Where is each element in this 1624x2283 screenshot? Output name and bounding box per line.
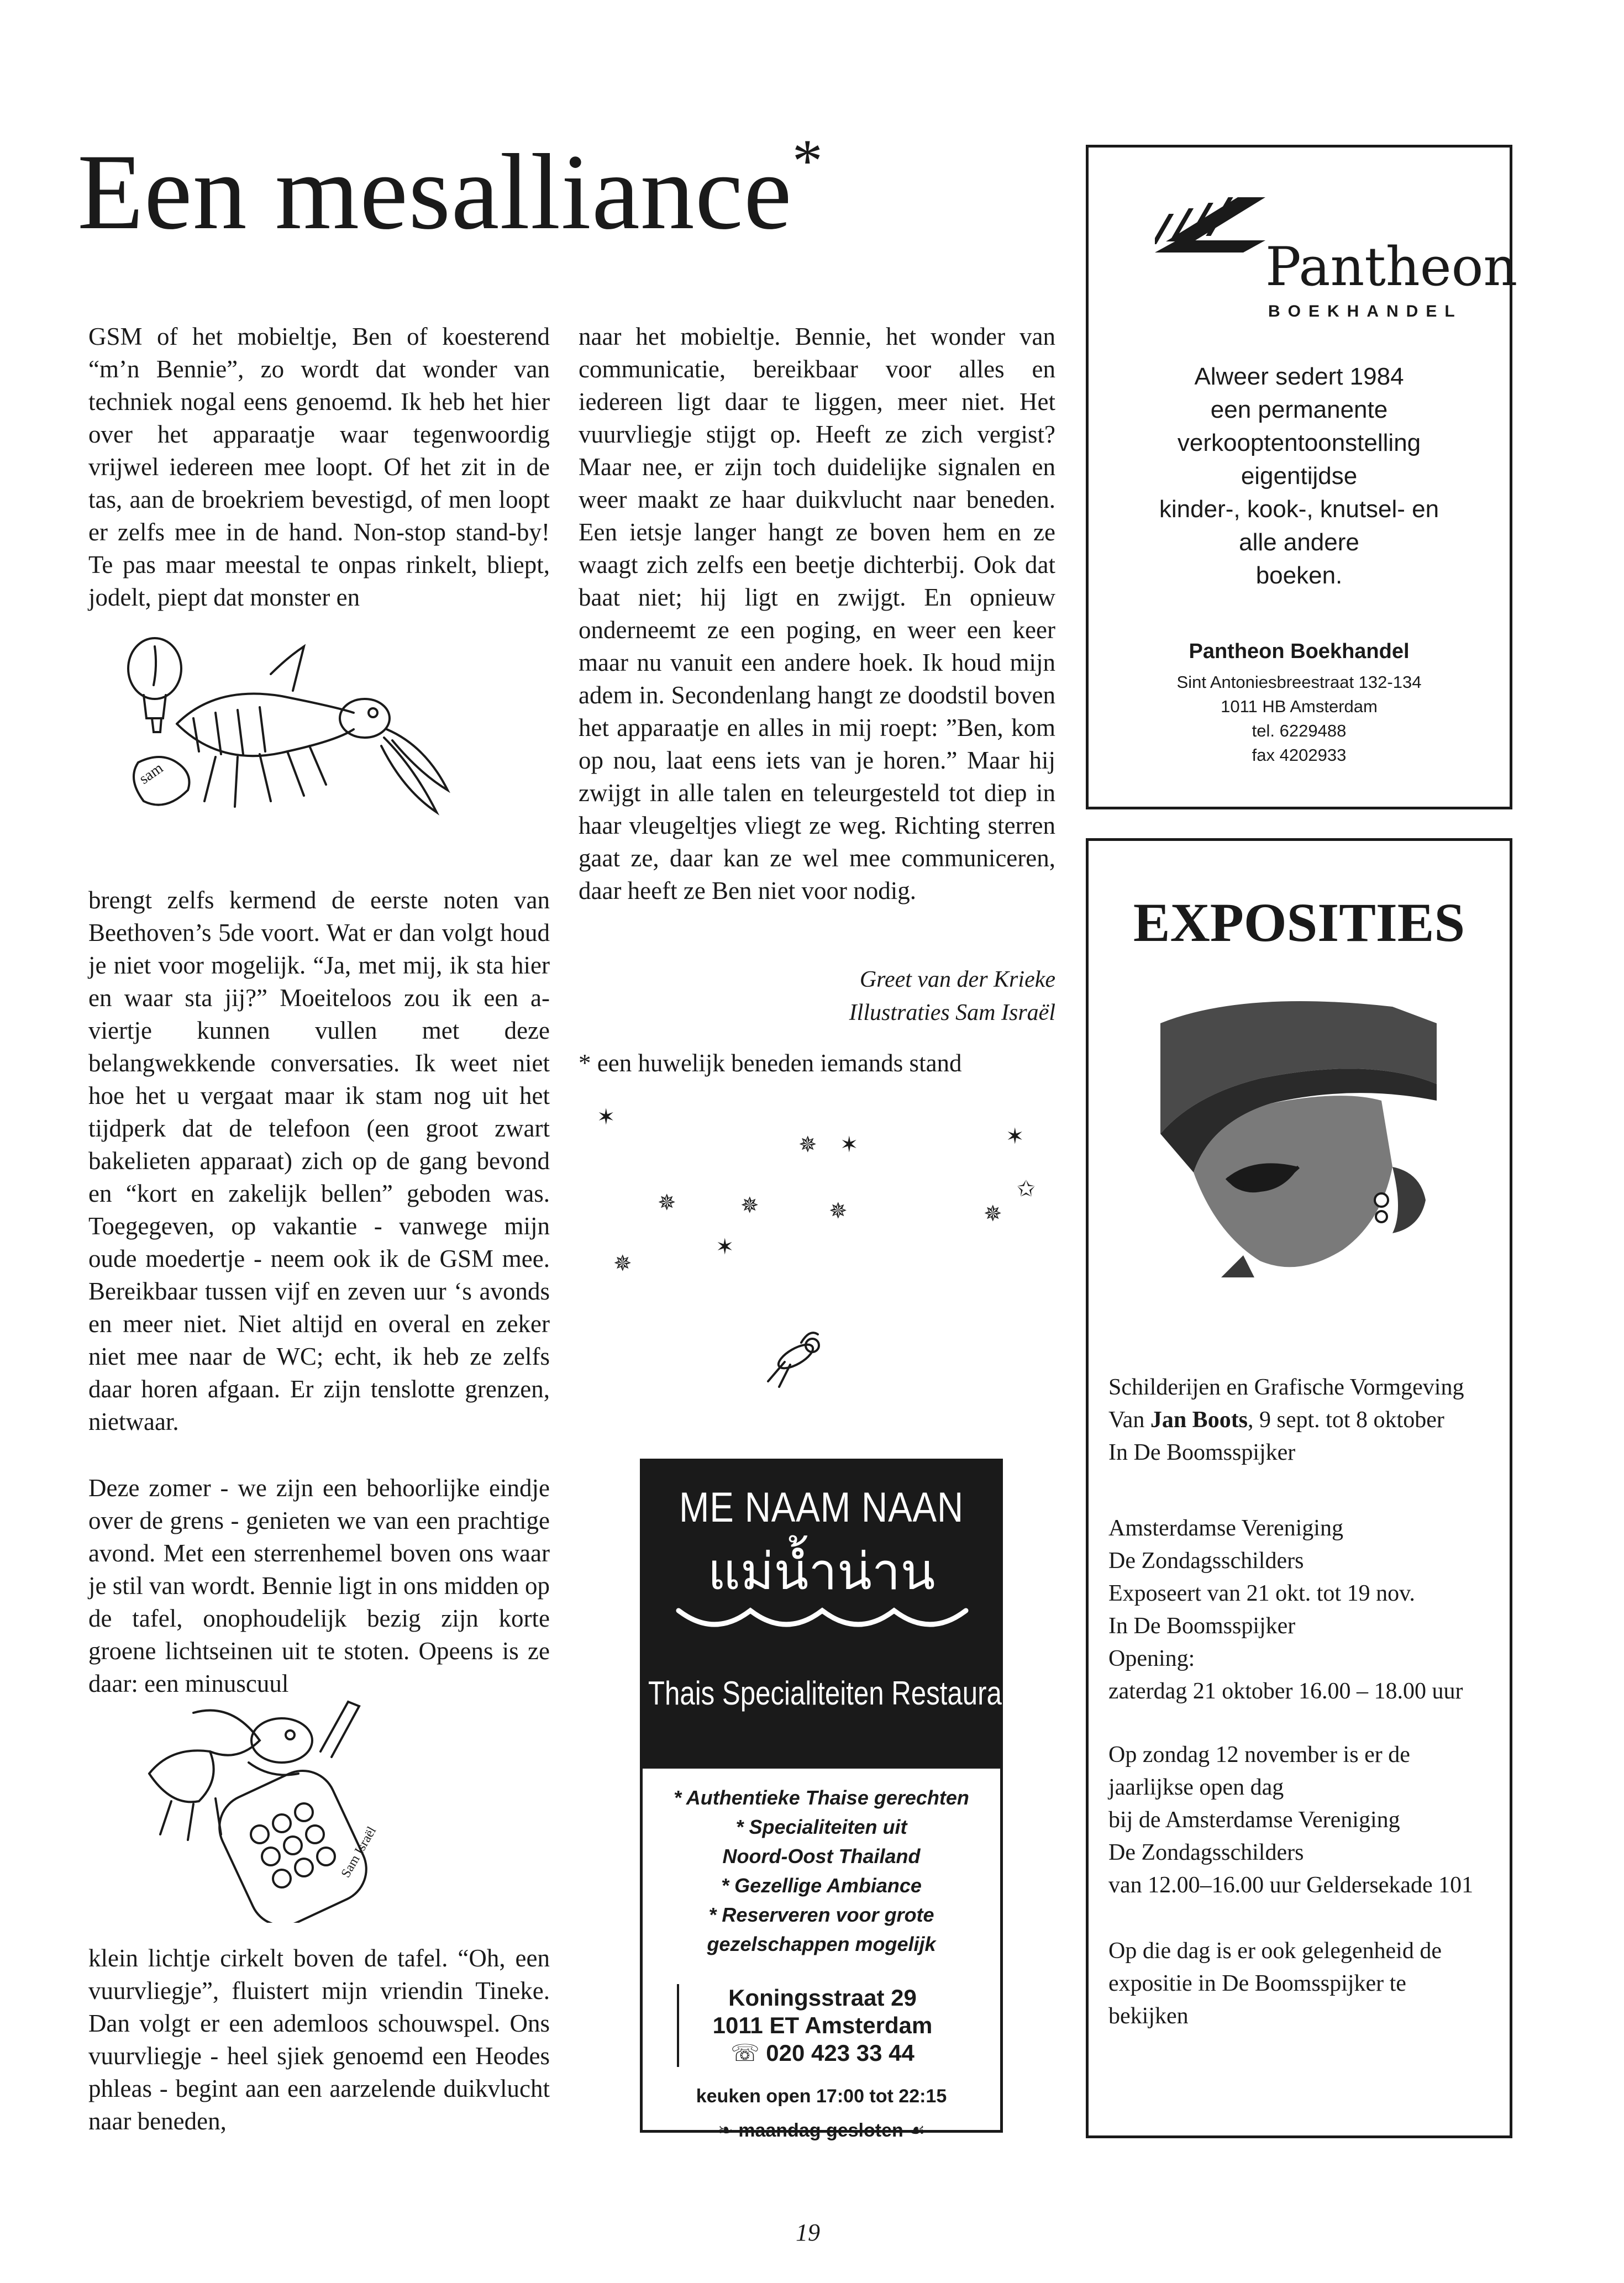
exposities-heading: EXPOSITIES — [1133, 892, 1465, 953]
restaurant-header — [643, 1461, 1024, 1769]
restaurant-subtitle: Thais Specialiteiten Restaurant — [648, 1675, 1024, 1712]
article-title: Een mesalliance* — [77, 127, 823, 252]
restaurant-name: ME NAAM NAAN — [679, 1484, 964, 1531]
article-col1-para1: GSM of het mobieltje, Ben of koesterend “m’n Bennie”, zo wordt dat wonder van techniek nogal eens genoemd. Ik heb het hier over het apparaatje waar tegenwoordig vrijwel iedereen mee loopt. Of het zit in de tas, aan de broekriem bevestigd, of men loopt er zelfs mee in de hand. Non-stop stand-by! Te pas maar meestal te onpas rinkelt, bliept, jodelt, piept dat monster en — [88, 323, 550, 611]
page-number: 19 — [796, 2219, 820, 2246]
exposities-block2: Amsterdamse Vereniging De Zondagsschilders Exposeert van 21 okt. tot 19 nov. In De Boomsspijker Opening: zaterdag 21 oktober 16.00 – 18.00 uur — [1108, 1516, 1463, 1704]
star-icon: ✶ — [597, 1104, 616, 1130]
star-icon: ✶ — [840, 1132, 859, 1158]
article-illustrator: Illustraties Sam Israël — [849, 1000, 1055, 1025]
restaurant-address: Koningsstraat 29 1011 ET Amsterdam ☏ 020 423 33 44 — [677, 1984, 966, 2067]
star-icon: ✵ — [984, 1201, 1002, 1227]
exposities-block1: Schilderijen en Grafische Vormgeving Van Jan Boots, 9 sept. tot 8 oktober In De Boomsspijker — [1108, 1375, 1464, 1465]
article-author: Greet van der Krieke — [859, 967, 1055, 992]
phone-icon: ☏ — [730, 2040, 766, 2066]
restaurant-closed: ❧ maandag gesloten ☙ — [717, 2120, 926, 2141]
star-icon: ✵ — [658, 1190, 676, 1216]
star-icon: ✵ — [829, 1198, 848, 1224]
pantheon-brand-sub: BOEKHANDEL — [1268, 302, 1463, 320]
artist-name: Jan Boots — [1150, 1407, 1248, 1433]
article-col1-para4: klein lichtje cirkelt boven de tafel. “Oh, een vuurvliegje”, fluistert mijn vriendin Tineke. Dan volgt er een ademloos schouwspel. Ons vuurvliegje - heel sjiek genoemd een Heodes phleas - begint aan een aarzelende duikvlucht naar beneden, — [88, 1944, 550, 2135]
pantheon-tagline: Alweer sedert 1984 een permanente verkooptentoonstelling eigentijdse kinder-, kook-, knutsel- en alle andere boeken. — [1159, 363, 1439, 589]
title-asterisk: * — [792, 127, 823, 194]
article-col1-para3: Deze zomer - we zijn een behoorlijke eindje over de grens - genieten we van een prachtige avond. Met een sterrenhemel boven ons waar je stil van wordt. Bennie ligt in ons midden op de tafel, onophoudelijk bezig zijn korte groene lichtseinen uit te stoten. Opeens is ze daar: een minuscuul — [88, 1474, 550, 1697]
stars-illustration — [586, 1100, 1055, 1282]
article-col1-para2: brengt zelfs kermend de eerste noten van Beethoven’s 5de voort. Wat er dan volgt houd je niet voor mogelijk. “Ja, met mij, ik sta hier en waar sta jij?” Moeiteloos zou ik een a-viertje kunnen vullen met deze belangwekkende conversaties. Ik weet niet hoe het u vergaat maar ik stam nog uit het tijdperk dat de telefoon (een groot zwart bakelieten apparaat) zich op de gang bevond en “kort en zakelijk bellen” geboden was. Toegegeven, op vakantie - vanwege mijn oude moedertje - neem ook ik de GSM mee. Bereikbaar tussen vijf en zeven uur ‘s avonds en meer niet. Niet altijd en overal en zeker niet mee naar de WC; echt, ik heb ze zelfs daar horen afgaan. Er zijn tenslotte grenzen, nietwaar. — [88, 886, 550, 1435]
pantheon-logo-icon — [1155, 181, 1271, 264]
exposities-box — [1086, 838, 1512, 2138]
lobster-lightbulb-illustration — [105, 635, 470, 845]
star-icon: ✶ — [716, 1234, 734, 1260]
exposities-block3: Op zondag 12 november is er de jaarlijkse open dag bij de Amsterdamse Vereniging De Zondagsschilders van 12.00–16.00 uur Geldersekade 101 — [1108, 1742, 1474, 1898]
firefly-illustration — [757, 1323, 829, 1395]
fly-on-phone-illustration — [138, 1691, 448, 1923]
restaurant-hours: keuken open 17:00 tot 22:15 — [696, 2086, 947, 2107]
pantheon-ad — [1086, 145, 1518, 809]
star-icon: ✵ — [798, 1132, 817, 1158]
illustration-signature: sam — [136, 759, 166, 788]
star-icon: ✵ — [740, 1193, 759, 1218]
illustration-signature-2: Sam Israël — [338, 1824, 380, 1880]
star-icon: ✶ — [1006, 1124, 1024, 1149]
star-icon: ✵ — [613, 1251, 632, 1276]
waves-icon — [676, 1600, 969, 1638]
pantheon-brand: Pantheon — [1265, 236, 1518, 298]
star-icon: ✩ — [1017, 1176, 1036, 1202]
restaurant-features: * Authentieke Thaise gerechten * Specialiteiten uit Noord-Oost Thailand * Gezellige Ambiance * Reserveren voor grote gezelschappen mogelijk — [674, 1786, 969, 1955]
restaurant-ad — [640, 1459, 1024, 2141]
restaurant-thai-name: แม่น้ำน่าน — [707, 1542, 935, 1601]
pantheon-contact: Pantheon Boekhandel Sint Antoniesbreestraat 132-134 1011 HB Amsterdam tel. 6229488 fax 4202933 — [1176, 640, 1422, 765]
exposities-block4: Op die dag is er ook gelegenheid de expositie in De Boomsspijker te bekijken — [1108, 1938, 1442, 2029]
ornament-left-icon: ❧ — [717, 2120, 739, 2141]
article-footnote: * een huwelijk beneden iemands stand — [579, 1049, 962, 1077]
article-col2-para1: naar het mobieltje. Bennie, het wonder van communicatie, bereikbaar voor alles en iedereen ligt daar te liggen, meer niet. Het vuurvliegje stijgt op. Heeft ze zich vergist? Maar nee, er zijn toch duidelijke signalen en weer maakt ze haar duikvlucht naar beneden. Een ietsje langer hangt ze boven hem en ze waagt zich zelfs een beetje dichterbij. Ook dat baat niet; hij ligt en zwijgt. En opnieuw onderneemt ze een poging, en weer een keer maar nu vanuit een andere hoek. Ik houd mijn adem in. Secondenlang hangt ze doodstil boven het apparaatje en alles in mij roept: ”Ben, kom op nou, laat eens iets van je horen.” Maar hij zwijgt in alle talen en teleurgesteld tot diep in haar vleugeltjes vliegt ze weg. Richting sterren gaat ze, daar kan ze wel mee communiceren, daar heeft ze Ben niet voor nodig. — [579, 323, 1055, 904]
ornament-right-icon: ☙ — [903, 2120, 926, 2141]
woman-hat-illustration — [1160, 990, 1437, 1277]
